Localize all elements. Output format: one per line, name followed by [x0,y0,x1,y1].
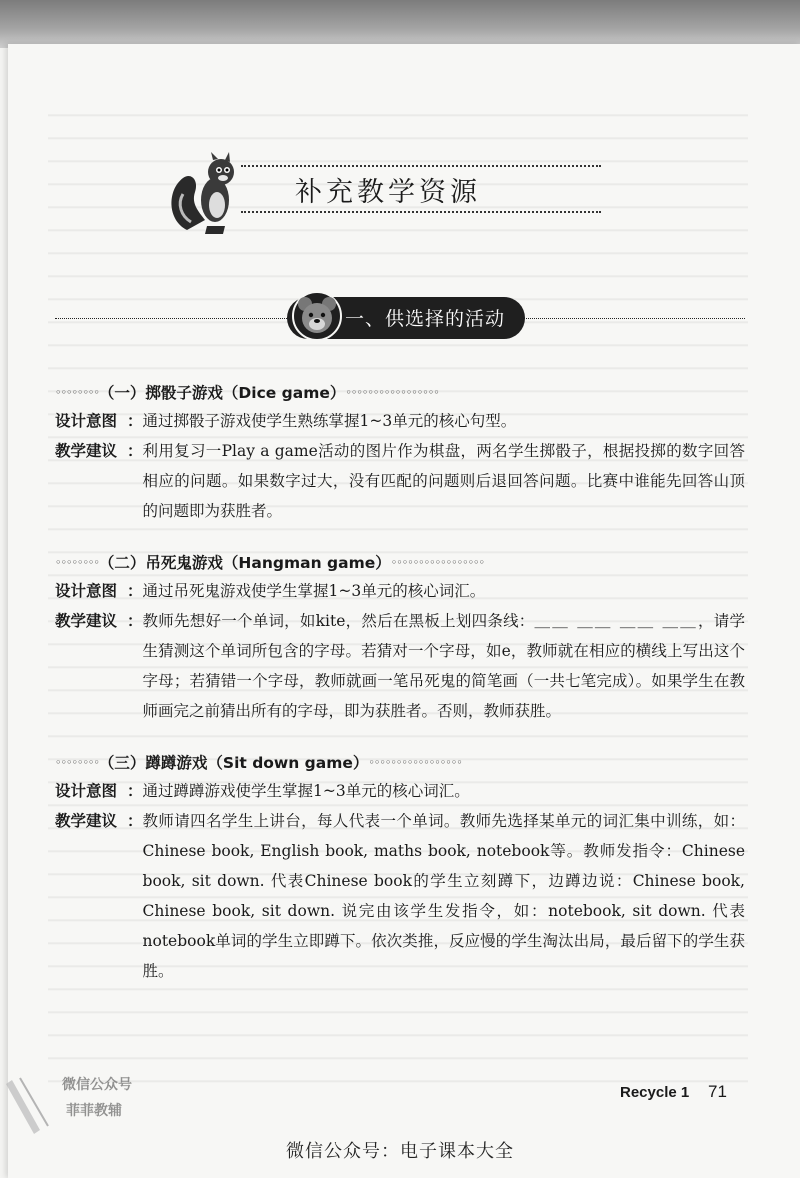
page-header [165,150,615,230]
wave-ornament-right: ◦◦◦◦◦◦◦◦◦◦◦◦◦◦◦◦◦ [390,555,485,569]
intent-label: 设计意图 [55,412,118,430]
wave-ornament-right: ◦◦◦◦◦◦◦◦◦◦◦◦◦◦◦◦◦ [345,385,439,399]
intent-text: 通过吊死鬼游戏使学生掌握1~3单元的核心词汇。 [142,582,486,600]
activity-heading [55,548,745,576]
photo-top-edge [0,0,800,48]
squirrel-icon [165,150,255,238]
activity-heading [55,748,745,776]
unit-label: Recycle 1 [620,1084,690,1101]
intent-label: 设计意图 [55,782,118,800]
activities-content [55,378,745,1008]
activity-title: （二）吊死鬼游戏（Hangman game） [98,554,391,572]
suggest-row: 教学建议 ： 教师先想好一个单词，如kite，然后在黑板上划四条线：＿＿ ＿＿ ＿＿ ＿＿，请学生猜测这个单词所包含的字母。若猜对一个字母，如e，教师就在相应的横线上写出这个字母；若猜错一个字母，教师就画一笔吊死鬼的简笔画（一共七笔完成）。如果学生在教师画完之前猜出所有的字母，即为获胜者。否则，教师获胜。 [55,606,745,726]
watermark [0,1060,145,1142]
watermark-line1: 微信公众号 [62,1077,132,1093]
suggest-label: 教学建议 [55,442,118,460]
header-dotted-rule-top [241,165,601,167]
suggest-row: 教学建议 ： 教师请四名学生上讲台，每人代表一个单词。教师先选择某单元的词汇集中训练，如：Chinese book, English book, maths book, notebook等。教师发指令：Chinese book, sit down. 代表Chinese book的学生立刻蹲下，边蹲边说：Chinese book, Chinese book, sit down. 说完由该学生发指令，如：notebook, sit down. 代表notebook单词的学生立即蹲下。依次类推，反应慢的学生淘汰出局，最后留下的学生获胜。 [55,806,745,986]
suggest-label: 教学建议 [55,812,118,830]
activity-sit-down-game [55,748,745,986]
intent-text: 通过蹲蹲游戏使学生掌握1~3单元的核心词汇。 [142,782,470,800]
activity-dice-game [55,378,745,526]
intent-row: 设计意图 ： 通过蹲蹲游戏使学生掌握1~3单元的核心词汇。 [55,776,745,806]
activity-title: （三）蹲蹲游戏（Sit down game） [98,754,369,772]
page-number: 71 [708,1082,727,1101]
suggest-text: 教师请四名学生上讲台，每人代表一个单词。教师先选择某单元的词汇集中训练，如：Chinese book, English book, maths book, notebook等。教师发指令：Chinese book, sit down. 代表Chinese book的学生立刻蹲下，边蹲边说：Chinese book, Chinese book, sit down. 说完由该学生发指令，如：notebook, sit down. 代表notebook单词的学生立即蹲下。依次类推，反应慢的学生淘汰出局，最后留下的学生获胜。 [142,812,745,980]
bear-icon [291,290,343,342]
suggest-text-b: ，请学生猜测这个单词所包含的字母。若猜对一个字母，如e，教师就在相应的横线上写出这个字母；若猜错一个字母，教师就画一笔吊死鬼的简笔画（一共七笔完成）。如果学生在教师画完之前猜出所有的字母，即为获胜者。否则，教师获胜。 [142,612,745,720]
wave-ornament-left: ◦◦◦◦◦◦◦◦ [55,755,99,769]
suggest-text: 利用复习一Play a game活动的图片作为棋盘，两名学生掷骰子，根据投掷的数字回答相应的问题。如果数字过大，没有匹配的问题则后退回答问题。比赛中谁能先回答山顶的问题即为获胜者。 [142,442,745,520]
intent-text: 通过掷骰子游戏使学生熟练掌握1~3单元的核心句型。 [142,412,517,430]
bottom-caption: 微信公众号：电子课本大全 [286,1141,514,1162]
wave-ornament-right: ◦◦◦◦◦◦◦◦◦◦◦◦◦◦◦◦◦ [368,755,462,769]
wave-ornament-left: ◦◦◦◦◦◦◦◦ [55,385,99,399]
suggest-row: 教学建议 ： 利用复习一Play a game活动的图片作为棋盘，两名学生掷骰子，根据投掷的数字回答相应的问题。如果数字过大，没有匹配的问题则后退回答问题。比赛中谁能先回答山顶的问题即为获胜者。 [55,436,745,526]
watermark-line2: 菲菲教辅 [66,1103,122,1119]
intent-row: 设计意图 ： 通过吊死鬼游戏使学生掌握1~3单元的核心词汇。 [55,576,745,606]
activity-title: （一）掷骰子游戏（Dice game） [98,384,346,402]
wave-ornament-left: ◦◦◦◦◦◦◦◦ [55,555,99,569]
hangman-blanks: ＿＿ ＿＿ ＿＿ ＿＿ [534,612,698,630]
section-title: 一、供选择的活动 [345,308,506,330]
suggest-label: 教学建议 [55,612,118,630]
activity-hangman-game [55,548,745,726]
suggest-text [143,606,745,726]
suggest-text-a: 教师先想好一个单词，如kite，然后在黑板上划四条线： [142,612,535,630]
page-title: 补充教学资源 [295,177,481,208]
header-dotted-rule-bottom [241,211,601,213]
intent-row: 设计意图 ： 通过掷骰子游戏使学生熟练掌握1~3单元的核心句型。 [55,406,745,436]
activity-heading [55,378,745,406]
intent-label: 设计意图 [55,582,118,600]
